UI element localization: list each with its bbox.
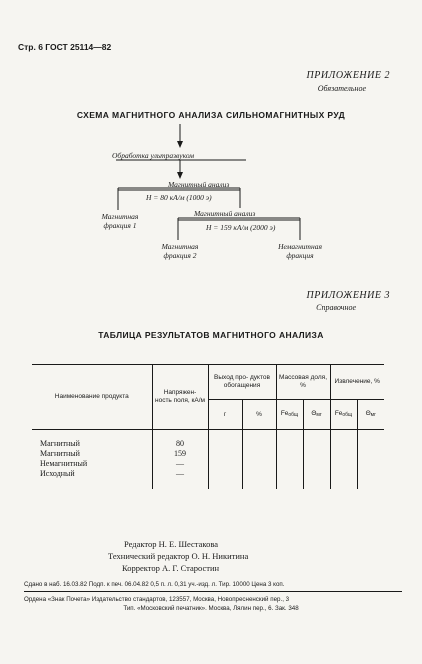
results-table xyxy=(32,364,384,489)
nonmagnetic-fraction-line1: Немагнитная xyxy=(278,242,322,251)
table-row xyxy=(32,439,384,449)
magnetic-fraction-1 xyxy=(98,212,142,230)
field2-label: H = 159 кА/м (2000 э) xyxy=(206,223,276,232)
row-product-name: Исходный xyxy=(32,469,152,479)
credit-corrector: Корректор А. Г. Старостин xyxy=(122,563,220,573)
magnetic-fraction-1-line2: фракция 1 xyxy=(103,221,137,230)
magnetic-fraction-1-line1: Магнитная xyxy=(101,212,139,221)
col-theta-extr-header xyxy=(357,400,384,430)
nonmagnetic-fraction xyxy=(274,242,326,260)
theta-extr-sub: мг xyxy=(370,412,376,418)
imprint-line-2: Ордена «Знак Почета» Издательство стандартов, 123557, Москва, Новопресненский пер., 3 xyxy=(24,596,290,603)
col-g-header: г xyxy=(208,400,242,430)
table-header-row-1 xyxy=(32,365,384,400)
row-field-value: 80 xyxy=(152,439,208,449)
col-field-header: Напряжен- ность поля, кА/м xyxy=(152,365,208,430)
row-product-name: Магнитный xyxy=(32,449,152,459)
row-product-name: Немагнитный xyxy=(32,459,152,469)
col-mass-header: Массовая доля, % xyxy=(276,365,330,400)
credits xyxy=(108,538,248,574)
table-row xyxy=(32,449,384,459)
analysis1-label: Магнитный анализ xyxy=(168,180,230,189)
table-row xyxy=(32,459,384,469)
table-spacer-row xyxy=(32,430,384,440)
theta-mass-sub: мг xyxy=(316,412,322,418)
imprint-divider xyxy=(24,591,402,592)
arrow-top-head xyxy=(177,141,183,148)
credit-tech-editor: Технический редактор О. Н. Никитина xyxy=(108,551,249,561)
col-product-header: Наименование продукта xyxy=(32,365,152,430)
appendix-2-subtitle: Обязательное xyxy=(317,84,366,93)
fe-extr-sub: общ xyxy=(342,412,353,418)
magnetic-fraction-2-line1: Магнитная xyxy=(161,242,199,251)
col-yield-header: Выход про- дуктов обогащения xyxy=(208,365,276,400)
theta-mass-main: Θ xyxy=(311,410,317,417)
arrow-mid-head xyxy=(177,172,183,179)
appendix-3-title: ПРИЛОЖЕНИЕ 3 xyxy=(306,290,390,301)
table-row xyxy=(32,469,384,479)
col-extraction-header: Извлечение, % xyxy=(330,365,384,400)
col-fe-extr-header xyxy=(330,400,357,430)
row-field-value: 159 xyxy=(152,449,208,459)
imprint-line-1: Сдано в наб. 16.03.82 Подп. к печ. 06.04.82 0,5 п. л. 0,31 уч.-изд. л. Тир. 10000 Цена 3 коп. xyxy=(24,581,285,588)
nonmagnetic-fraction-line2: фракция xyxy=(286,251,314,260)
row-field-value: — xyxy=(152,459,208,469)
field1-label: H = 80 кА/м (1000 э) xyxy=(146,193,212,202)
scheme-diagram xyxy=(0,0,422,300)
col-theta-mass-header xyxy=(303,400,330,430)
magnetic-fraction-2 xyxy=(158,242,202,260)
fe-mass-main: Fe xyxy=(280,410,289,417)
col-fe-mass-header xyxy=(276,400,303,430)
col-percent-header: % xyxy=(242,400,276,430)
row-field-value: — xyxy=(152,469,208,479)
ultrasound-label: Обработка ультразвуком xyxy=(112,151,195,160)
table-end-row xyxy=(32,479,384,489)
fe-extr-main: Fe xyxy=(334,410,343,417)
page-header: Стр. 6 ГОСТ 25114—82 xyxy=(18,42,112,52)
row-product-name: Магнитный xyxy=(32,439,152,449)
appendix-3-subtitle: Справочное xyxy=(316,303,356,312)
analysis2-label: Магнитный анализ xyxy=(194,209,256,218)
magnetic-fraction-2-line2: фракция 2 xyxy=(163,251,197,260)
imprint-line-3: Тип. «Московский печатник». Москва, Лялин пер., 6. Зак. 348 xyxy=(123,605,299,612)
fe-mass-sub: общ xyxy=(288,412,299,418)
theta-extr-main: Θ xyxy=(365,410,371,417)
scheme-title: СХЕМА МАГНИТНОГО АНАЛИЗА СИЛЬНОМАГНИТНЫХ РУД xyxy=(76,110,346,120)
table-title: ТАБЛИЦА РЕЗУЛЬТАТОВ МАГНИТНОГО АНАЛИЗА xyxy=(98,330,324,340)
credit-editor: Редактор Н. Е. Шестакова xyxy=(124,539,218,549)
appendix-2-title: ПРИЛОЖЕНИЕ 2 xyxy=(306,70,390,81)
